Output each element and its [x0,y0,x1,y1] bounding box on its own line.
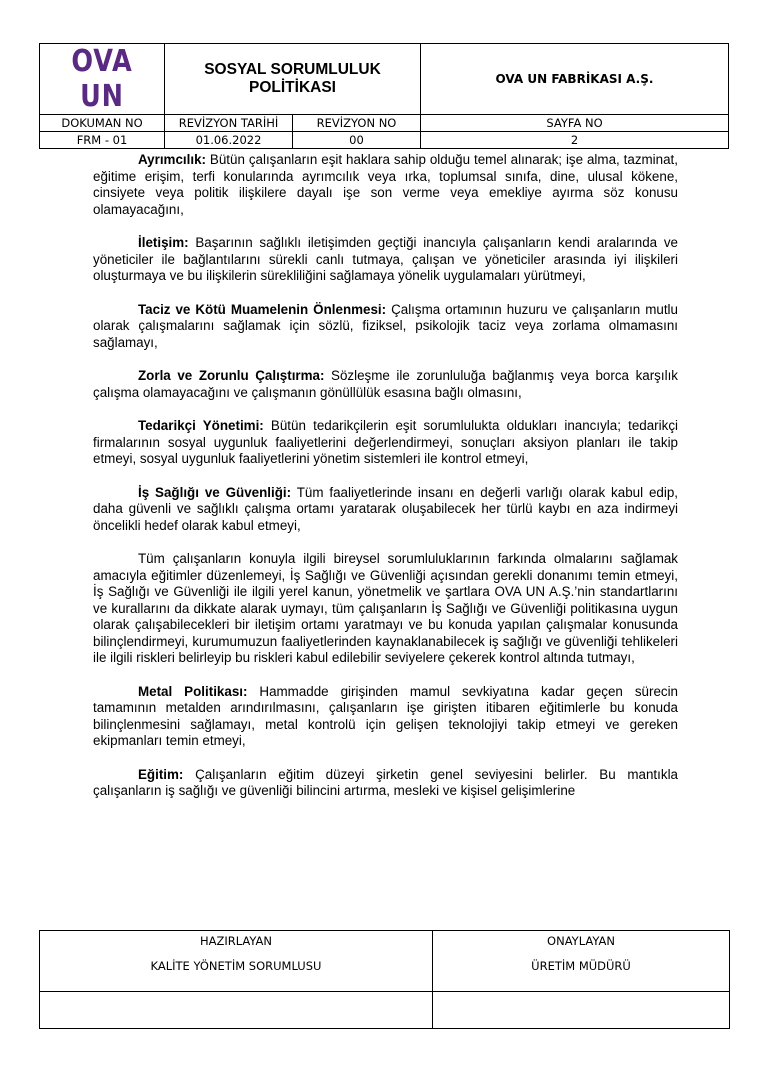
paragraph-text: Tüm faaliyetlerinde insanı en değerli varlığı olarak kabul edip, daha güvenli ve sağlıklı çalışma ortamı yaratarak oluşabilecek her türlü kaybı en aza indirmeyi öncelikli hedef olarak kabul etmeyi, [93,484,678,533]
doc-no-value: FRM - 01 [40,132,165,149]
paragraph-text: Sözleşme ile zorunluluğa bağlanmış veya borca karşılık çalışma olamayacağını ve çalışmanın gönüllülük esasına bağlı olmasını, [93,368,678,400]
rev-date-value: 01.06.2022 [165,132,293,149]
prepared-by-label: HAZIRLAYAN [199,934,273,948]
policy-paragraph [93,152,678,218]
paragraph-text: Tüm çalışanların konuyla ilgili bireysel sorumluluklarının farkında olmalarını sağlamak amacıyla eğitimler düzenlemeyi, İş Sağlığı ve Güvenliği açısından gerekli donanımı temin etmeyi, İş Sağlığı ve Güvenliği ile ilgili yerel kanun, yönetmelik ve şartlara OVA UN A.Ş.’nin standartlarını ve kurallarını da dikkate alarak uymayı, tüm çalışanların İş Sağlığı ve Güvenliği politikasına uygun olarak çalışabilecekleri bir iletişim ortamı yaratmayı ve bu konuda yapılan çalışmalar konusunda bilinçlendirmeyi, kurumumuzun faaliyetlerinden kaynaklanabilecek iş sağlığı ve güvenliği tehlikeleri ile ilgili riskleri belirleyip bu riskleri kabul edilebilir seviyelere çekerek kontrol altında tutmayı, [93,551,678,665]
company-cell [421,44,729,115]
approved-by-label: ONAYLAYAN [547,934,615,948]
paragraph-text: Bütün çalışanların eşit haklara sahip olduğu temel alınarak; işe alma, tazminat, eğitime erişim, terfi konularında ayrımcılık veya ırka, toplumsal sınıfa, dine, ulusal kökene, cinsiyete veya politik ilişkilere dayalı işe son verme veya emekliye ayırma söz konusu olamayacağını, [93,152,678,217]
approved-by-name: ÜRETİM MÜDÜRÜ [531,959,631,973]
policy-body [93,152,678,817]
document-title-line1: SOSYAL SORUMLULUK [204,61,381,78]
paragraph-text: Bütün tedarikçilerin eşit sorumlulukta oldukları inancıyla; tedarikçi firmalarının sosyal uygunluk faaliyetlerini değerlendirmeyi, sonuçları aksiyon planları ile takip etmeyi, sosyal uygunluk faaliyetlerini yönetim sistemleri ile kontrol etmeyi, [93,418,678,466]
col-rev-no-label: REVİZYON NO [293,115,421,132]
col-rev-date-label: REVİZYON TARİHİ [165,115,293,132]
policy-paragraph [93,368,678,401]
title-cell [165,44,421,115]
document-header [39,43,729,149]
paragraph-heading: Tedarikçi Yönetimi: [138,418,264,433]
logo-cell [40,44,165,115]
company-logo: OVA UN [71,44,133,114]
paragraph-text: Hammadde girişinden mamul sevkiyatına kadar geçen sürecin tamamının metalden arındırılmasını, çalışanların işe girişten itibaren eğitimlerle bu konuda bilinçlenmesini sağlamayı, metal kontrolü için gelişen teknolojiyi takip etmeyi ve gereken ekipmanları temin etmeyi, [93,683,679,748]
signature-footer [39,930,730,1029]
approved-by-cell [433,931,730,992]
page-no-value: 2 [421,132,729,149]
company-name: OVA UN FABRİKASI A.Ş. [495,72,654,86]
policy-paragraph [93,485,678,535]
policy-paragraph [93,684,678,750]
policy-paragraph [93,302,678,352]
paragraph-heading: Eğitim: [138,766,184,782]
policy-paragraph [93,418,678,468]
paragraph-text: Çalışma ortamının huzuru ve çalışanların mutlu olarak çalışmalarını sağlamak için sözlü, fiziksel, psikolojik taciz veya zorlama olmamasını sağlamayı, [93,301,678,350]
paragraph-heading: Metal Politikası: [138,683,248,699]
paragraph-heading: İş Sağlığı ve Güvenliği: [138,484,292,500]
prepared-signature-box [40,992,433,1029]
paragraph-heading: Taciz ve Kötü Muamelenin Önlenmesi: [138,301,387,317]
document-title-line2: POLİTİKASI [249,79,336,96]
policy-paragraph [93,551,678,667]
paragraph-heading: İletişim: [138,235,189,250]
policy-paragraph [93,767,678,800]
paragraph-text: Çalışanların eğitim düzeyi şirketin genel seviyesini belirler. Bu mantıkla çalışanların iş sağlığı ve güvenliği bilincini artırma, mesleki ve kişisel gelişimlerine [93,766,678,798]
paragraph-text: Başarının sağlıklı iletişimden geçtiği inancıyla çalışanların kendi aralarında ve yöneticiler ile bağlantılarını sürekli canlı tutmaya, çalışan ve yöneticiler arasında iyi ilişkileri oluşturmaya ve bu ilişkilerin sürekliliğini sağlamaya yönelik uygulamaları yürütmeyi, [93,235,678,283]
prepared-by-name: KALİTE YÖNETİM SORUMLUSU [150,959,322,973]
rev-no-value: 00 [293,132,421,149]
policy-paragraph [93,235,678,285]
prepared-by-cell [40,931,433,992]
col-doc-no-label: DOKUMAN NO [40,115,165,132]
paragraph-heading: Ayrımcılık: [138,152,206,167]
approved-signature-box [433,992,730,1029]
col-page-no-label: SAYFA NO [421,115,729,132]
paragraph-heading: Zorla ve Zorunlu Çalıştırma: [138,368,325,383]
